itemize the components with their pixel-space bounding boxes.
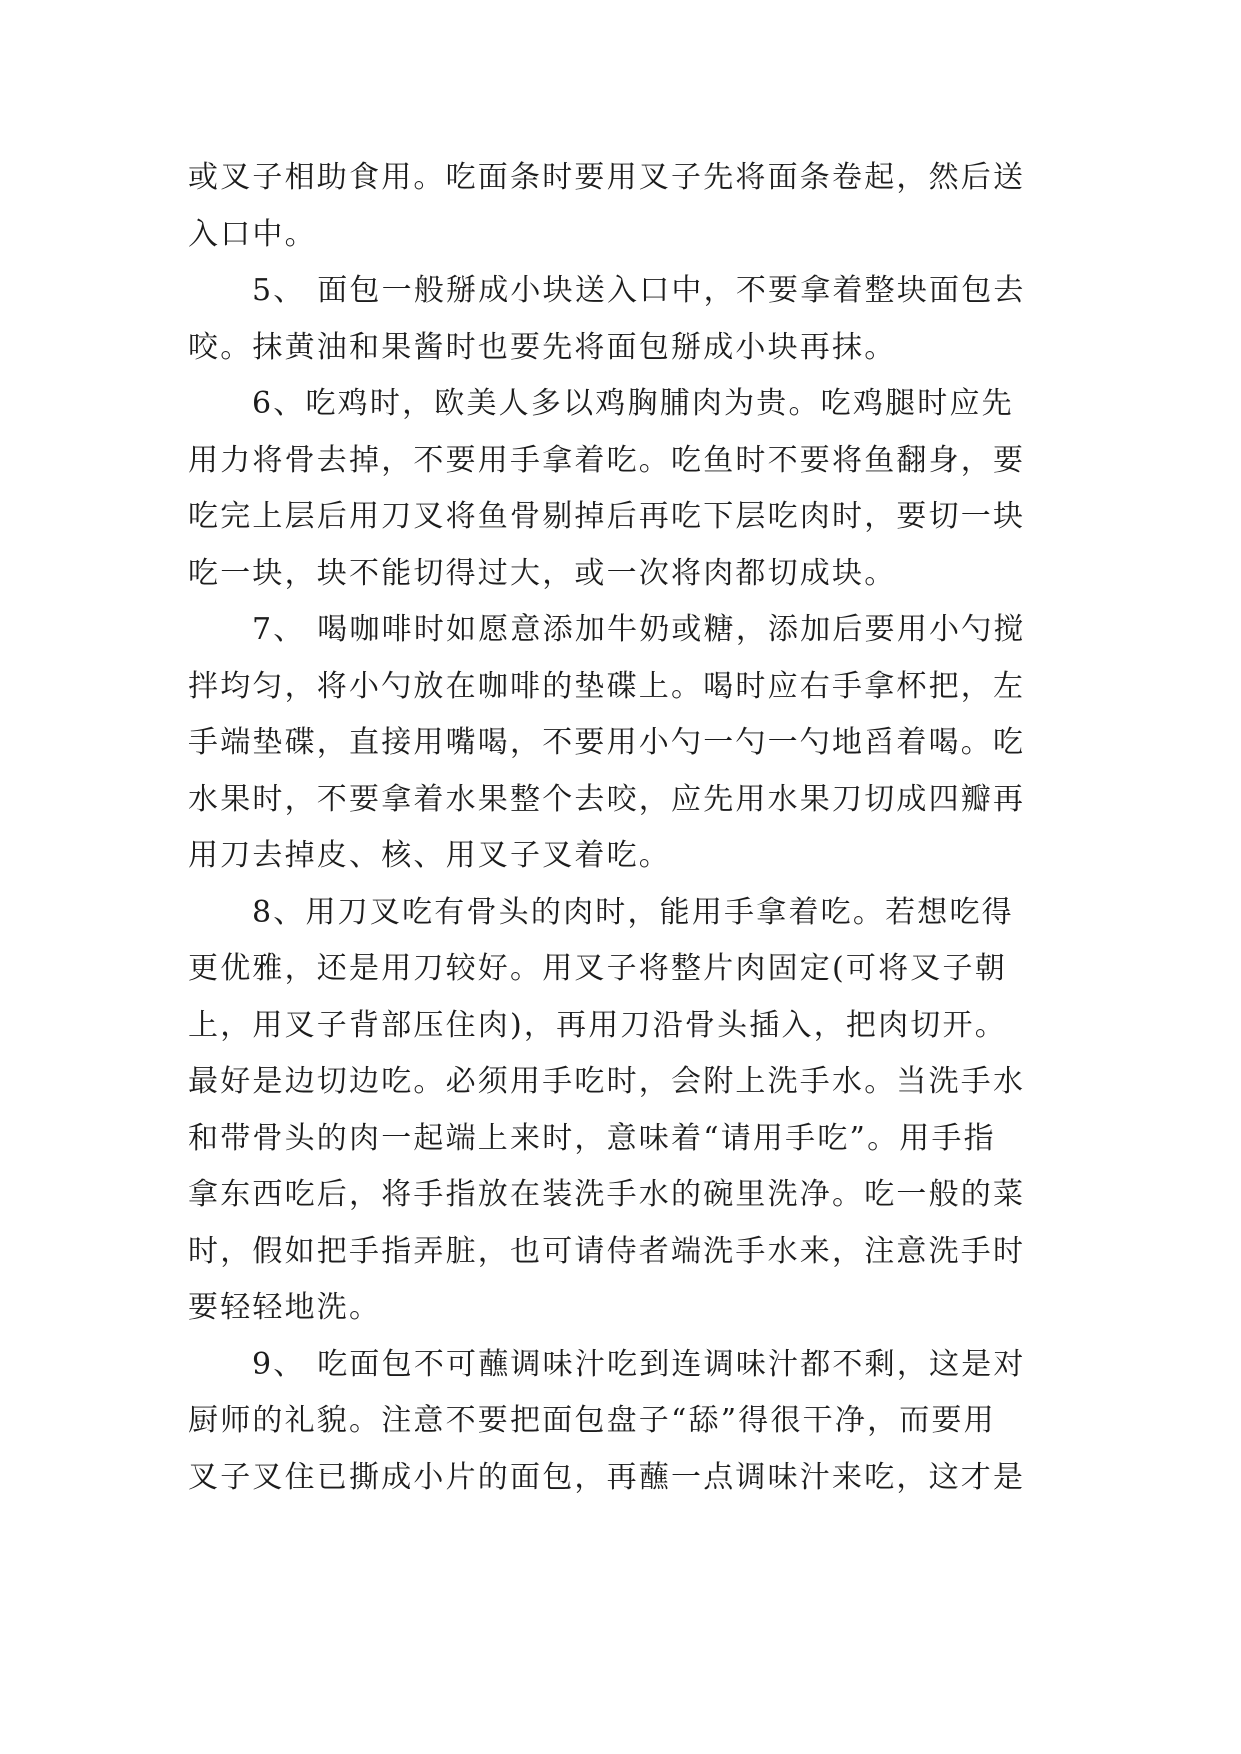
text-line: 咬。抹黄油和果酱时也要先将面包掰成小块再抹。 [188, 329, 897, 365]
text-line: 手端垫碟，直接用嘴喝，不要用小勺一勺一勺地舀着喝。吃 [188, 725, 1026, 760]
text-line: 拌均匀，将小勺放在咖啡的垫碟上。喝时应右手拿杯把，左 [188, 668, 1026, 704]
text-line: 要轻轻地洗。 [188, 1290, 382, 1325]
text-line: 时，假如把手指弄脏，也可请侍者端洗手水来，注意洗手时 [188, 1233, 1026, 1269]
text-line: 水果时，不要拿着水果整个去咬，应先用水果刀切成四瓣再 [188, 781, 1026, 817]
text-line: 用刀去掉皮、核、用叉子叉着吃。 [188, 838, 671, 873]
text-line: 上，用叉子背部压住肉)，再用刀沿骨头插入，把肉切开。 [188, 1007, 1007, 1043]
text-line: 用力将骨去掉，不要用手拿着吃。吃鱼时不要将鱼翻身，要 [188, 442, 1026, 478]
text-line: 最好是边切边吃。必须用手吃时，会附上洗手水。当洗手水 [188, 1064, 1026, 1099]
text-line: 更优雅，还是用刀较好。用叉子将整片肉固定(可将叉子朝 [188, 951, 1007, 986]
body-text [188, 150, 1048, 1506]
paragraph-start-line: 6、吃鸡时，欧美人多以鸡胸脯肉为贵。吃鸡腿时应先 [252, 386, 1014, 421]
text-line: 拿东西吃后，将手指放在装洗手水的碗里洗净。吃一般的菜 [188, 1177, 1026, 1212]
paragraph-start-line: 8、用刀叉吃有骨头的肉时，能用手拿着吃。若想吃得 [252, 894, 1014, 930]
paragraph-start-line: 5、 面包一般掰成小块送入口中，不要拿着整块面包去 [252, 273, 1026, 308]
text-line: 吃一块，块不能切得过大，或一次将肉都切成块。 [188, 555, 897, 591]
paragraph-start-line: 7、 喝咖啡时如愿意添加牛奶或糖，添加后要用小勺搅 [252, 612, 1026, 647]
text-line: 或叉子相助食用。吃面条时要用叉子先将面条卷起，然后送 [188, 160, 1026, 195]
text-line: 吃完上层后用刀叉将鱼骨剔掉后再吃下层吃肉时，要切一块 [188, 499, 1026, 534]
text-line: 入口中。 [188, 216, 317, 252]
text-line: 叉子叉住已撕成小片的面包，再蘸一点调味汁来吃，这才是 [188, 1459, 1026, 1495]
paragraph-start-line: 9、 吃面包不可蘸调味汁吃到连调味汁都不剩，这是对 [252, 1346, 1026, 1382]
text-line: 厨师的礼貌。注意不要把面包盘子“舔”得很干净，而要用 [188, 1403, 996, 1438]
text-line: 和带骨头的肉一起端上来时，意味着“请用手吃”。用手指 [188, 1120, 996, 1156]
